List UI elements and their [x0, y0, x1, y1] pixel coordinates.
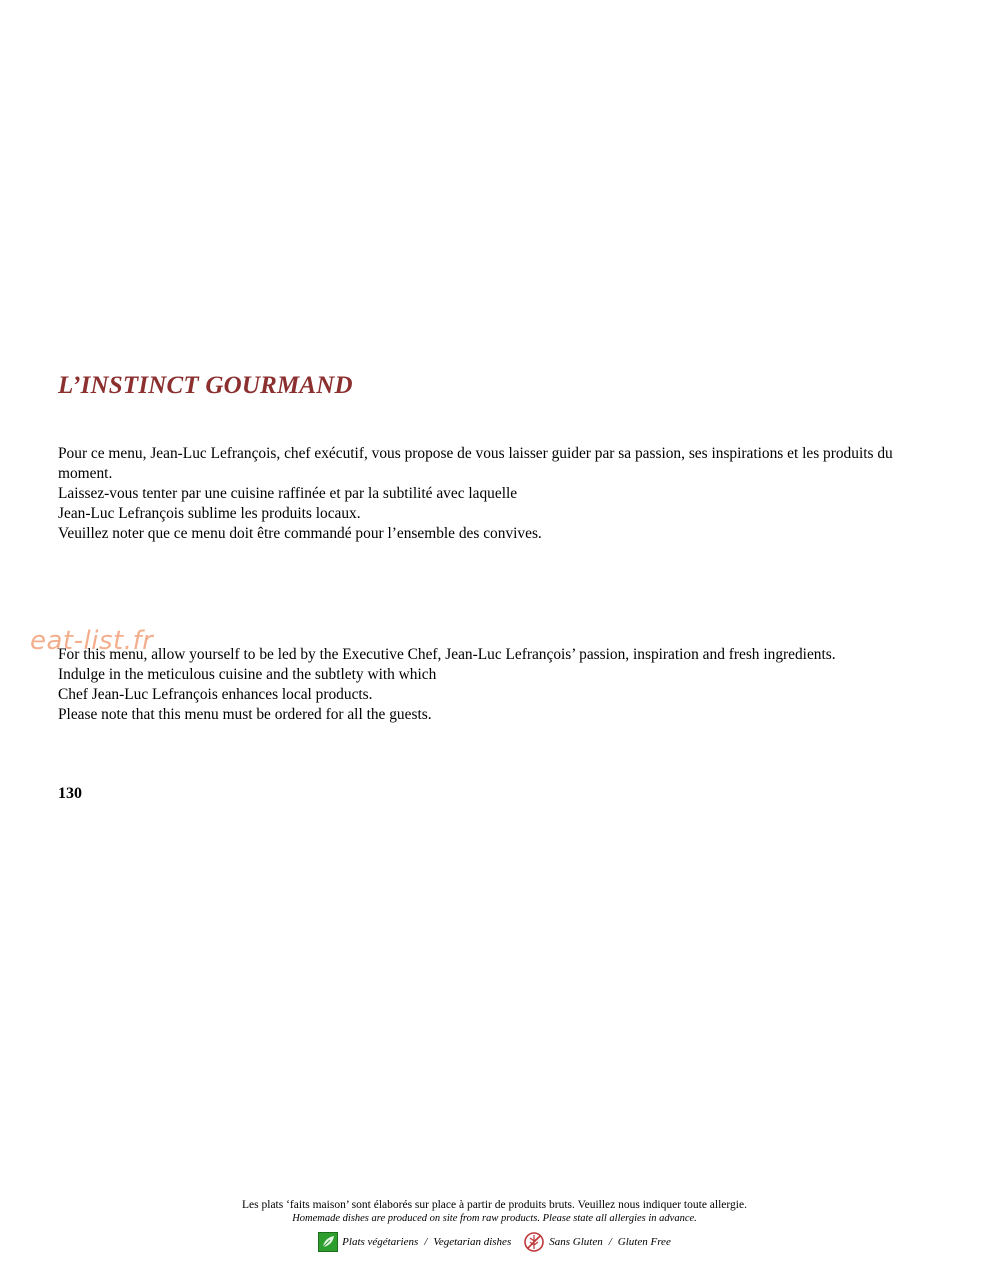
gluten-free-icon: [523, 1231, 545, 1253]
english-line: For this menu, allow yourself to be led by the Executive Chef, Jean-Luc Lefrançois’ passion, inspiration and fresh ingredients.: [58, 646, 836, 663]
english-line: Please note that this menu must be ordered for all the guests.: [58, 706, 432, 723]
gluten-label-fr: Sans Gluten: [549, 1236, 603, 1248]
menu-price: 130: [58, 785, 82, 802]
english-line: Indulge in the meticulous cuisine and the subtlety with which: [58, 666, 437, 683]
leaf-icon: [318, 1232, 338, 1252]
french-line: Laissez-vous tenter par une cuisine raffinée et par la subtilité avec laquelle: [58, 485, 518, 502]
watermark: eat-list.fr: [30, 626, 154, 656]
footer-note-en: Homemade dishes are produced on site from raw products. Please state all allergies in advance.: [292, 1213, 697, 1224]
gluten-label-en: Gluten Free: [617, 1236, 671, 1248]
footer: [0, 1198, 989, 1253]
vegetarian-label-en: Vegetarian dishes: [433, 1236, 512, 1248]
legend-separator: /: [424, 1236, 428, 1248]
dietary-legend: [0, 1231, 989, 1253]
legend-separator: /: [608, 1236, 612, 1248]
french-description: [58, 444, 938, 544]
menu-title: L’INSTINCT GOURMAND: [58, 372, 353, 399]
english-description: [58, 645, 938, 725]
footer-note-fr: Les plats ‘faits maison’ sont élaborés sur place à partir de produits bruts. Veuillez nous indiquer toute allergie.: [242, 1199, 747, 1211]
french-line: Pour ce menu, Jean-Luc Lefrançois, chef exécutif, vous propose de vous laisser guider par sa passion, ses inspirations et les produits du moment.: [58, 445, 893, 482]
french-line: Jean-Luc Lefrançois sublime les produits locaux.: [58, 505, 361, 522]
vegetarian-label-fr: Plats végétariens: [342, 1236, 419, 1248]
french-line: Veuillez noter que ce menu doit être commandé pour l’ensemble des convives.: [58, 525, 542, 542]
english-line: Chef Jean-Luc Lefrançois enhances local products.: [58, 686, 373, 703]
